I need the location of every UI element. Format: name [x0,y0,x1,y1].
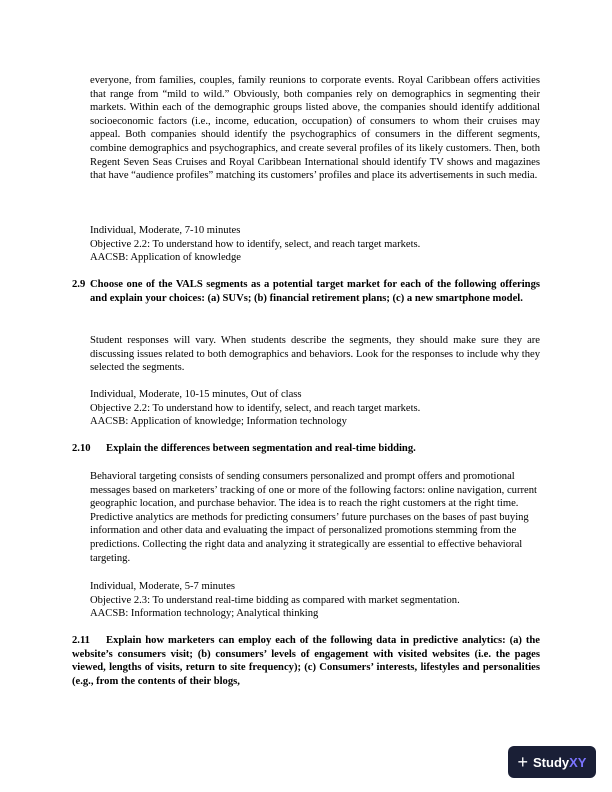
question-2-9 [72,278,540,305]
answer-paragraph-2-10: Behavioral targeting consists of sending consumers personalized and prompt offers and promotional messages based on marketers’ tracking of one or more of the following factors: online navigation, current geographic location, and purchase behavior. The idea is to reach the right customers at the right time. Predictive analytics are methods for predicting consumers’ future purchases on the bases of past buying information and other data and evaluating the impact of personalized promotions stemming from the predictions. Collecting the right data and analyzing it strategically are essential to effective behavioral targeting. [90,471,537,564]
meta-line-difficulty: Individual, Moderate, 5-7 minutes [90,581,236,592]
answer-paragraph-2-9: Student responses will vary. When students describe the segments, they should make sure they are discussing issues related to both demographics and behaviors. Look for the responses to include why they selected the segments. [90,335,540,374]
meta-line-difficulty: Individual, Moderate, 10-15 minutes, Out of class [90,389,302,400]
question-number: 2.11 [72,635,90,646]
meta-line-objective: Objective 2.2: To understand how to identify, select, and reach target markets. [90,238,421,250]
meta-line-objective: Objective 2.3: To understand real-time bidding as compared with market segmentation. [90,594,460,606]
metadata-block-2-9 [90,388,550,429]
question-2-10 [72,442,540,456]
question-2-11 [72,634,540,688]
question-text: Explain the differences between segmentation and real-time bidding. [106,443,416,454]
meta-line-difficulty: Individual, Moderate, 7-10 minutes [90,225,241,236]
question-text: Explain how marketers can employ each of the following data in predictive analytics: (a) the website’s consumers visit; (b) consumers’ levels of engagement with visited websites (i.e. the pages viewed, lengths of visits, return to site frequency); (c) Consumers’ interests, lifestyles and personalities (e.g., from the contents of their blogs, [72,635,540,687]
plus-icon: + [517,752,529,772]
studyxy-badge[interactable] [508,746,596,778]
metadata-block-2-10 [90,580,550,621]
meta-line-aacsb: AACSB: Application of knowledge; Information technology [90,416,347,428]
brand-main: Study [533,754,570,770]
question-number: 2.10 [72,443,91,454]
meta-line-aacsb: AACSB: Information technology; Analytical thinking [90,608,319,620]
answer-paragraph-2-8: everyone, from families, couples, family reunions to corporate events. Royal Caribbean offers activities that range from “mild to wild.” Obviously, both companies rely on demographics in segmenting their markets. Within each of the demographic groups listed above, the companies should identify additional socioeconomic factors (i.e., income, education, occupation) of consumers to whom their cruises may appeal. Both companies should identify the psychographics of consumers in the different segments, combine demographics and psychographics, and create several profiles of its likely customers. Then, both Regent Seven Seas Cruises and Royal Caribbean International should identify TV shows and magazines that have “audience profiles” matching its customers’ profiles and place its advertisements in such media. [90,75,540,182]
question-number: 2.9 [72,279,86,290]
meta-line-aacsb: AACSB: Application of knowledge [90,252,241,264]
metadata-block-2-8 [90,224,550,265]
question-text: Choose one of the VALS segments as a potential target market for each of the following offerings and explain your choices: (a) SUVs; (b) financial retirement plans; (c) a new smartphone model. [90,279,540,304]
meta-line-objective: Objective 2.2: To understand how to identify, select, and reach target markets. [90,402,421,414]
brand-accent: XY [569,754,587,770]
